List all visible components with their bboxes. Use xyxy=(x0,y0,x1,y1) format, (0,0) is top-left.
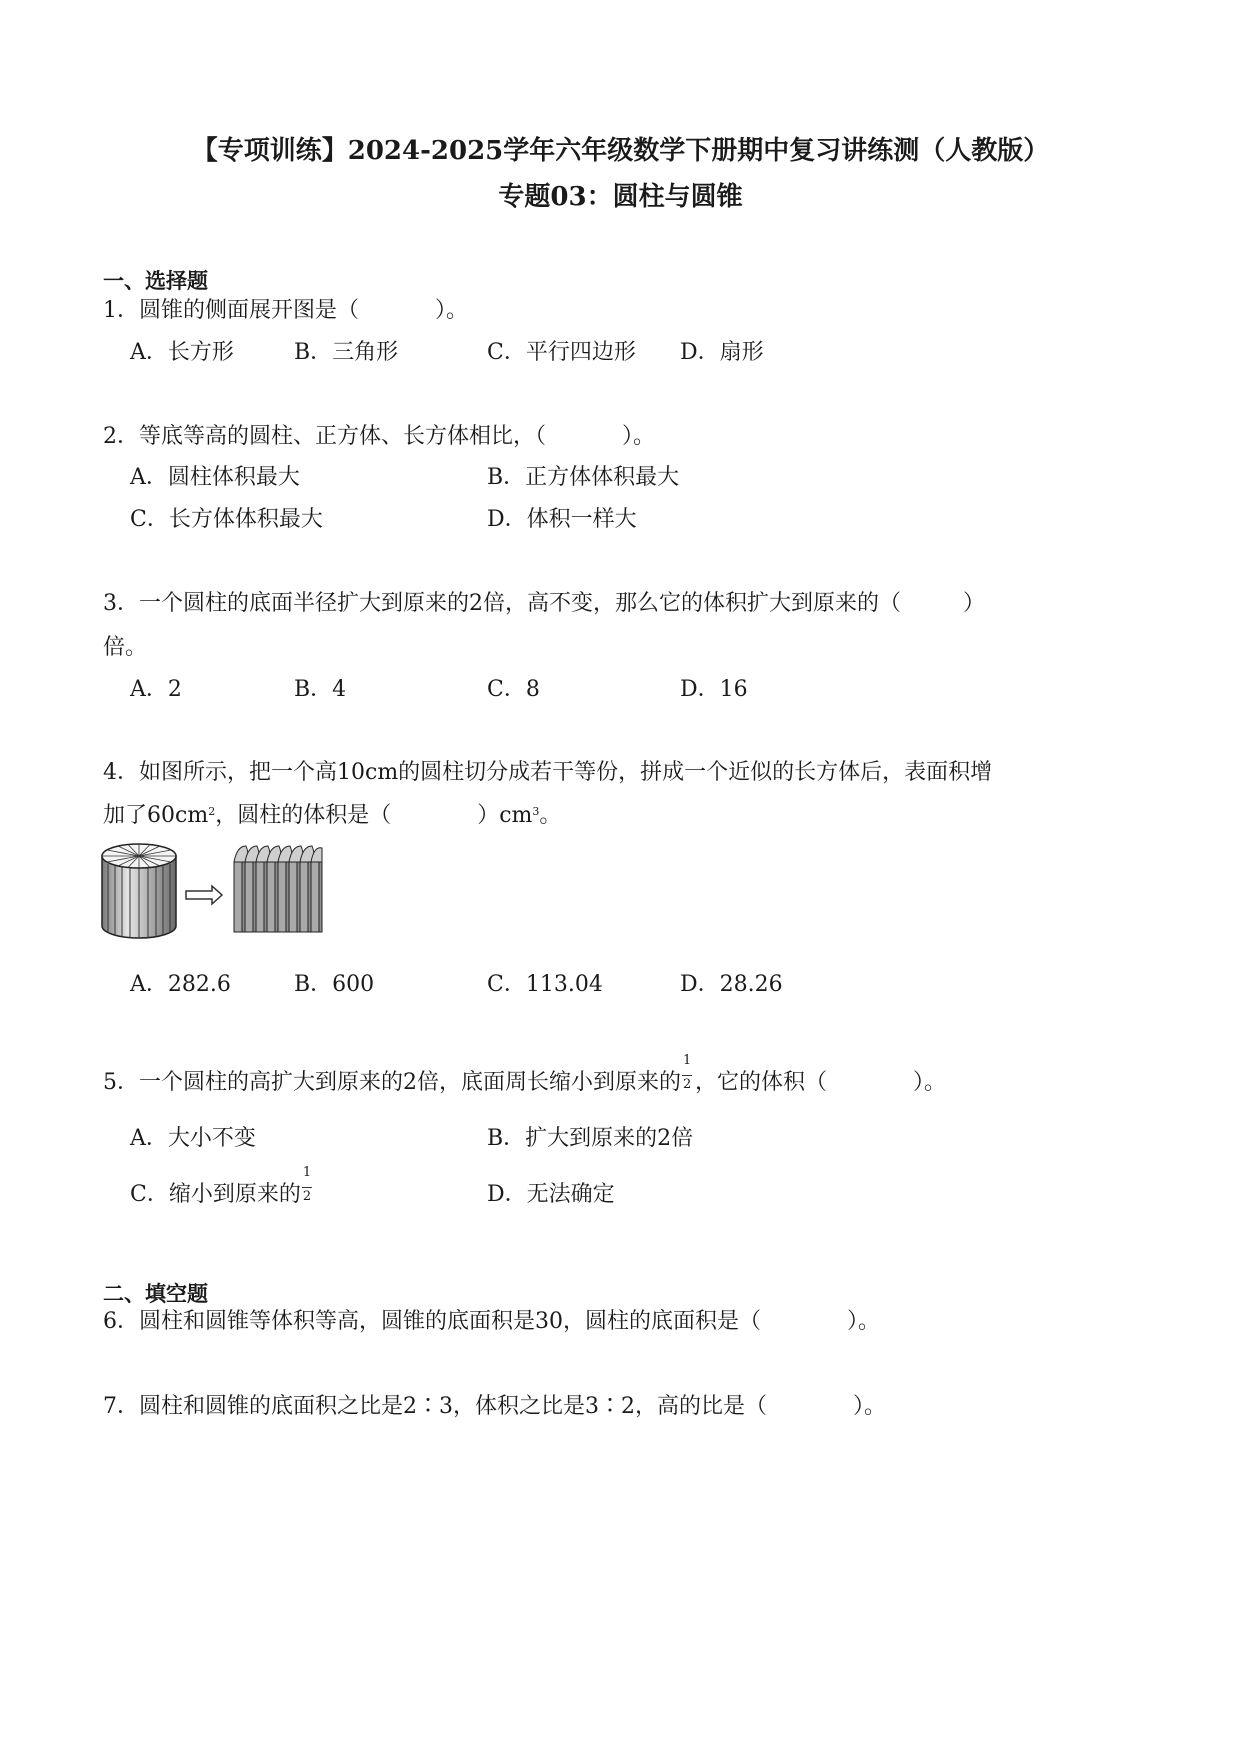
question-3-option-a[interactable]: A．2 xyxy=(130,677,182,702)
arrow-right-icon xyxy=(186,886,222,904)
question-2-option-b[interactable]: B．正方体体积最大 xyxy=(487,465,680,490)
question-3-stem: 3．一个圆柱的底面半径扩大到原来的2倍，高不变，那么它的体积扩大到原来的（ ） xyxy=(103,591,986,616)
question-2-option-c[interactable]: C．长方体体积最大 xyxy=(130,507,323,532)
question-5-option-a[interactable]: A．大小不变 xyxy=(130,1126,256,1151)
question-4-stem-line-1: 4．如图所示，把一个高10cm的圆柱切分成若干等份，拼成一个近似的长方体后，表面积增 xyxy=(103,760,993,785)
question-4-option-a[interactable]: A．282.6 xyxy=(130,972,231,997)
page-subtitle: 专题03：圆柱与圆锥 xyxy=(498,182,743,212)
fraction-one-half: $\frac{1}{2}$ xyxy=(683,1053,692,1092)
question-4-option-b[interactable]: B．600 xyxy=(294,972,375,997)
question-3-stem-continued: 倍。 xyxy=(103,635,148,660)
question-1-option-b[interactable]: B．三角形 xyxy=(294,340,399,365)
question-1-option-d[interactable]: D．扇形 xyxy=(680,340,764,365)
question-4-option-c[interactable]: C．113.04 xyxy=(487,972,603,997)
cuboid-shape xyxy=(234,846,322,932)
question-1-option-a[interactable]: A．长方形 xyxy=(130,340,234,365)
question-5-option-c[interactable]: C．缩小到原来的 $\frac{1}{2}$ xyxy=(130,1180,315,1210)
question-2-option-a[interactable]: A．圆柱体积最大 xyxy=(130,465,300,490)
question-3-option-b[interactable]: B．4 xyxy=(294,677,347,702)
question-1-stem: 1．圆锥的侧面展开图是（ ）。 xyxy=(103,298,469,323)
question-6-stem: 6．圆柱和圆锥等体积等高，圆锥的底面积是30，圆柱的底面积是（ ）。 xyxy=(103,1309,881,1334)
fraction-one-half: $\frac{1}{2}$ xyxy=(302,1165,312,1204)
page-title: 【专项训练】2024-2025学年六年级数学下册期中复习讲练测（人教版） xyxy=(191,136,1050,166)
question-2-option-d[interactable]: D．体积一样大 xyxy=(487,507,637,532)
question-3-option-d[interactable]: D．16 xyxy=(680,677,748,702)
question-7-stem: 7．圆柱和圆锥的底面积之比是2∶3，体积之比是3∶2，高的比是（ ）。 xyxy=(103,1394,887,1419)
section-heading-choice: 一、选择题 xyxy=(103,269,208,293)
question-1-option-c[interactable]: C．平行四边形 xyxy=(487,340,636,365)
section-heading-fill: 二、填空题 xyxy=(103,1282,208,1306)
question-5-stem: 5．一个圆柱的高扩大到原来的2倍，底面周长缩小到原来的 $\frac{1}{2}$ ，它的体积（ ）。 xyxy=(103,1068,946,1098)
question-3-option-c[interactable]: C．8 xyxy=(487,677,540,702)
cylinder-to-cuboid-figure xyxy=(100,842,326,942)
question-5-option-d[interactable]: D．无法确定 xyxy=(487,1182,615,1207)
question-4-stem-line-2: 加了$60cm^2$，圆柱的体积是（ ）$cm^3$。 xyxy=(103,803,562,828)
question-5-option-b[interactable]: B．扩大到原来的2倍 xyxy=(487,1126,694,1151)
question-4-option-d[interactable]: D．28.26 xyxy=(680,972,783,997)
question-2-stem: 2．等底等高的圆柱、正方体、长方体相比，（ ）。 xyxy=(103,424,656,449)
cylinder-shape xyxy=(102,844,176,938)
